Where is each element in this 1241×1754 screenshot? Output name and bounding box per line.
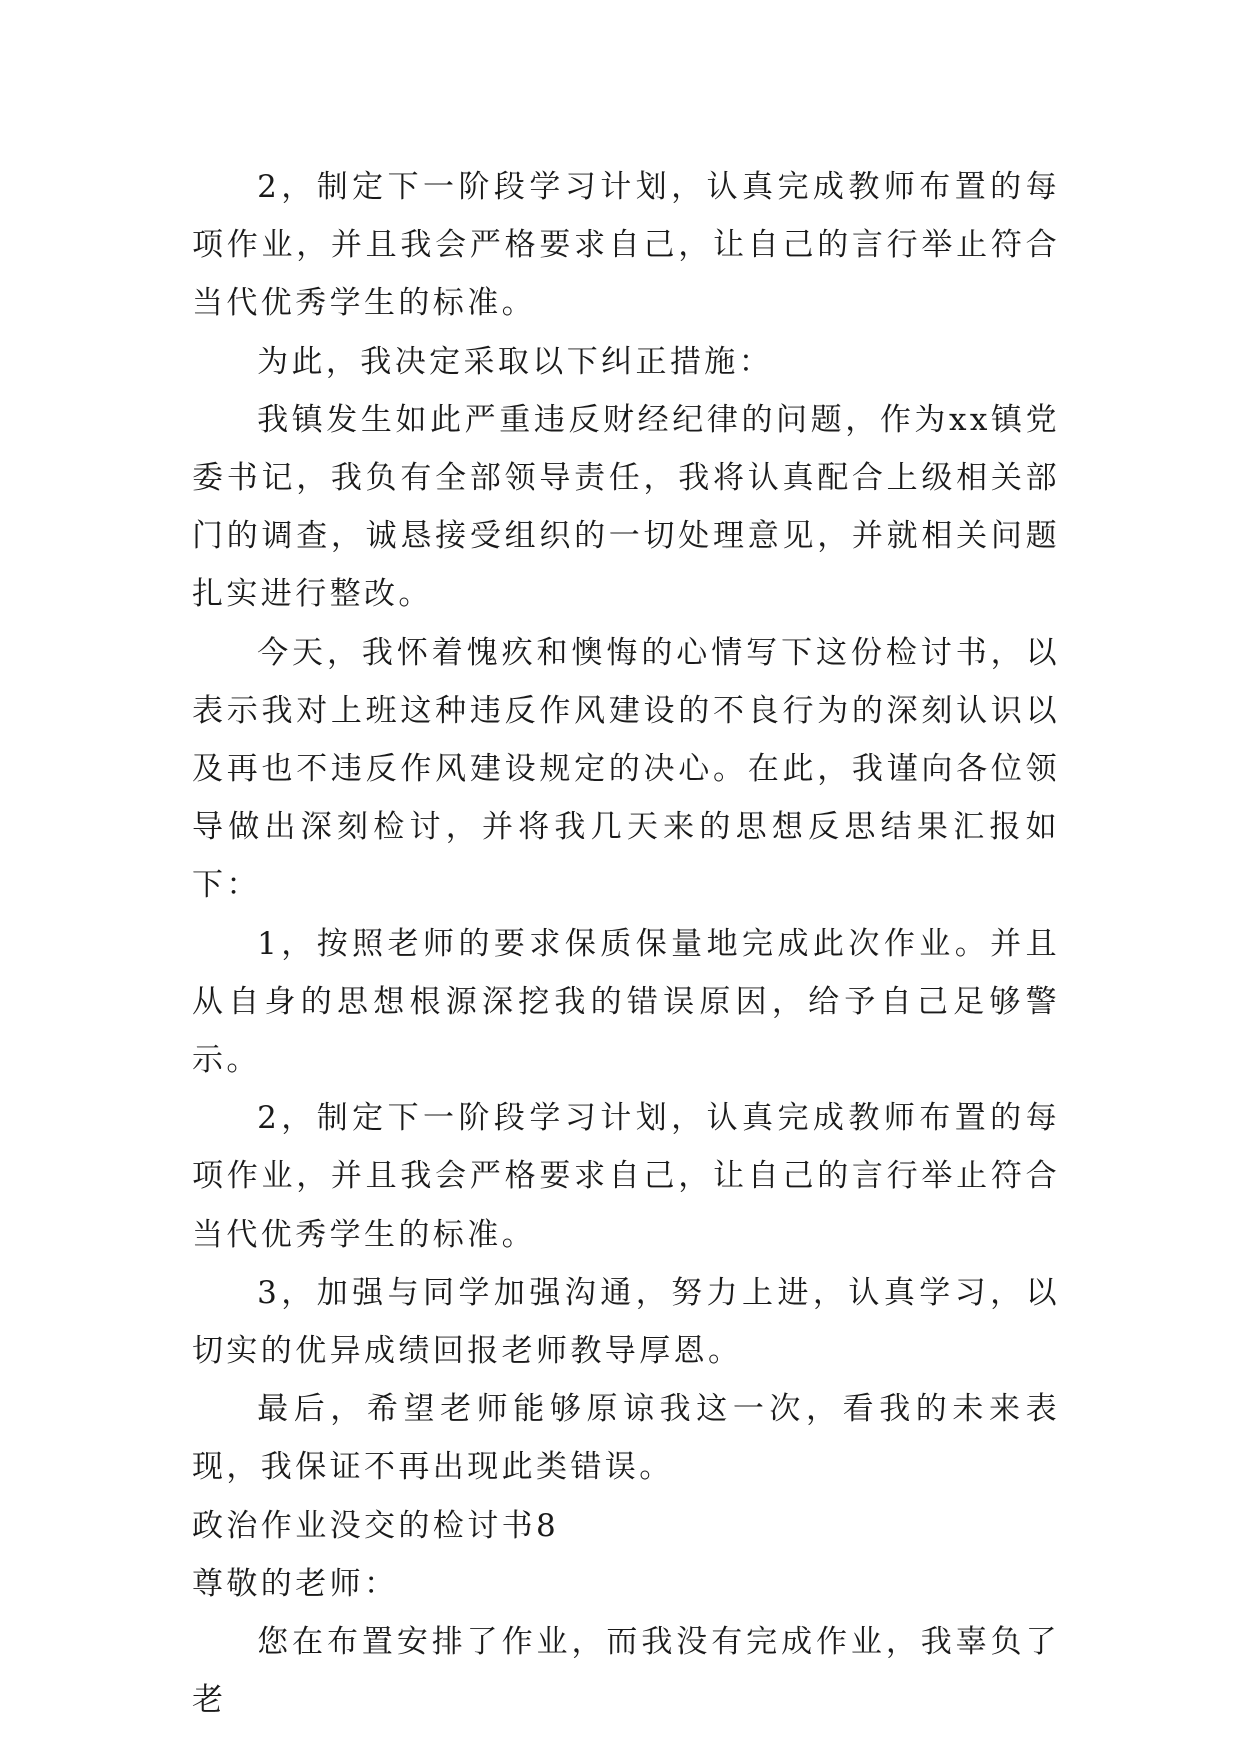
- paragraph-item-1: 1，按照老师的要求保质保量地完成此次作业。并且从自身的思想根源深挖我的错误原因，给予自己足够警示。: [192, 925, 1060, 1079]
- paragraph-closing: 最后，希望老师能够原谅我这一次，看我的未来表现，我保证不再出现此类错误。: [192, 1391, 1060, 1486]
- paragraph-plan-1: 2，制定下一阶段学习计划，认真完成教师布置的每项作业，并且我会严格要求自己，让自己的言行举止符合当代优秀学生的标准。: [192, 169, 1060, 322]
- paragraph-measures-intro: 为此，我决定采取以下纠正措施：: [257, 343, 774, 380]
- salutation: 尊敬的老师：: [192, 1565, 399, 1602]
- paragraph-opening: 您在布置安排了作业，而我没有完成作业，我辜负了老: [192, 1624, 1060, 1719]
- paragraph-item-2: 2，制定下一阶段学习计划，认真完成教师布置的每项作业，并且我会严格要求自己，让自己的言行举止符合当代优秀学生的标准。: [192, 1100, 1060, 1253]
- paragraph-today-reflection: 今天，我怀着愧疚和懊悔的心情写下这份检讨书，以表示我对上班这种违反作风建设的不良行为的深刻认识以及再也不违反作风建设规定的决心。在此，我谨向各位领导做出深刻检讨，并将我几天来的思想反思结果汇报如下：: [192, 634, 1060, 904]
- document-body: [192, 158, 1060, 1729]
- paragraph-town-discipline: 我镇发生如此严重违反财经纪律的问题，作为xx镇党委书记，我负有全部领导责任，我将认真配合上级相关部门的调查，诚恳接受组织的一切处理意见，并就相关问题扎实进行整改。: [192, 401, 1060, 613]
- paragraph-item-3: 3，加强与同学加强沟通，努力上进，认真学习，以切实的优异成绩回报老师教导厚恩。: [192, 1274, 1060, 1370]
- section-title: 政治作业没交的检讨书8: [192, 1507, 560, 1544]
